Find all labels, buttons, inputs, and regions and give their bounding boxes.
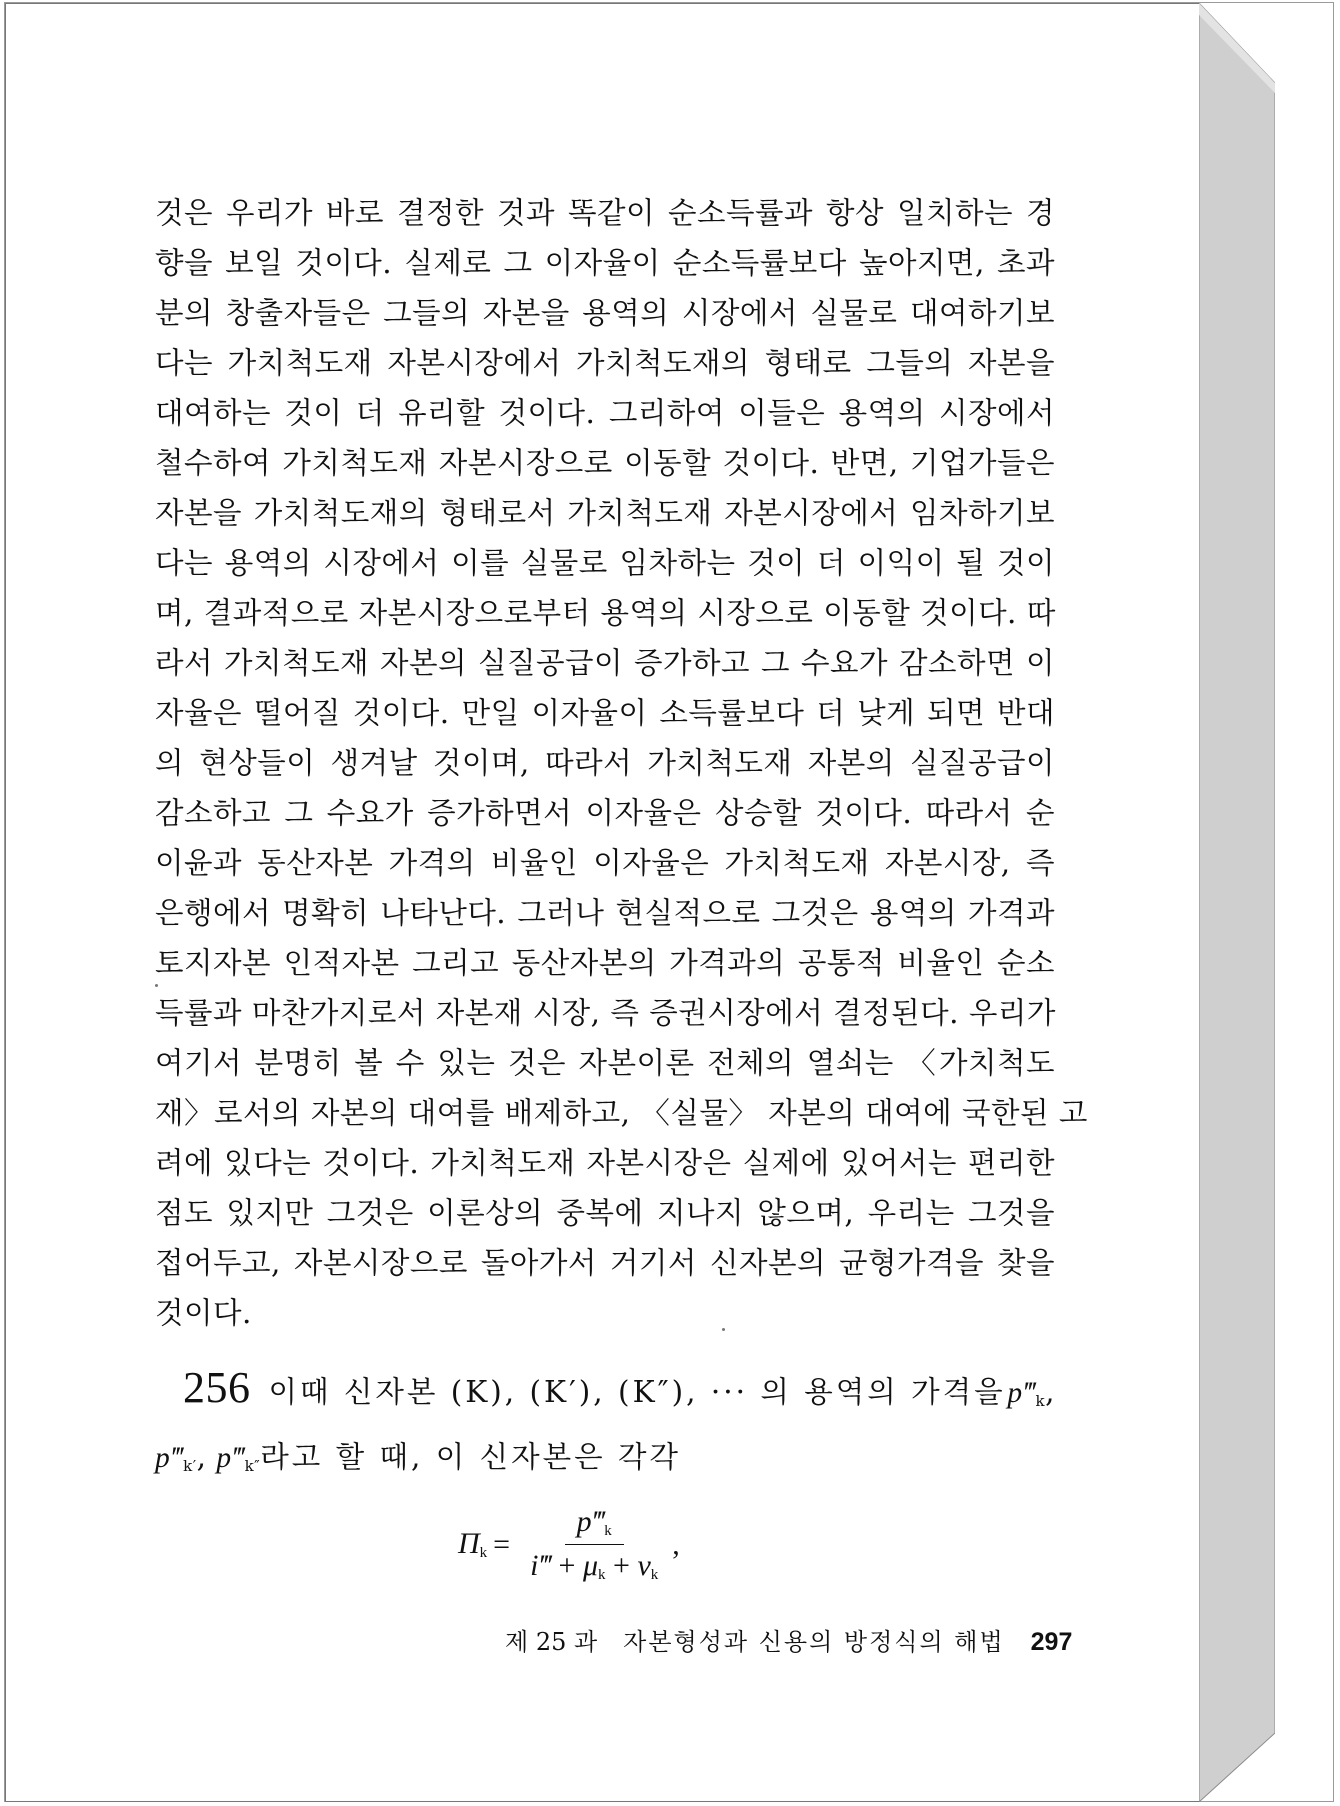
footer-chapter: 제 25 과 xyxy=(505,1628,598,1656)
body-line: 분의 창출자들은 그들의 자본을 용역의 시장에서 실물로 대여하기보 xyxy=(155,296,1055,330)
body-line: 은행에서 명확히 나타난다. 그러나 현실적으로 그것은 용역의 가격과 xyxy=(155,896,1055,930)
body-line: 자율은 떨어질 것이다. 만일 이자율이 소득률보다 더 낮게 되면 반대 xyxy=(155,696,1055,730)
page-stack-edge xyxy=(1199,3,1275,1802)
equation-equals: = xyxy=(493,1527,511,1561)
page-number: 297 xyxy=(1030,1628,1073,1656)
body-line: 재〉로서의 자본의 대여를 배제하고, 〈실물〉 자본의 대여에 국한된 고 xyxy=(155,1096,1088,1130)
running-footer xyxy=(505,1622,1072,1657)
body-paragraph xyxy=(155,188,1088,1338)
footnote-line-2: $p‴_{k'}$, $p‴_{k''}$라고 할 때, 이 신자본은 각각 xyxy=(155,1440,681,1475)
equation-fraction xyxy=(522,1505,666,1584)
body-line: 라서 가치척도재 자본의 실질공급이 증가하고 그 수요가 감소하면 이 xyxy=(155,646,1055,680)
footnote-line2-tail: 라고 할 때, 이 신자본은 각각 xyxy=(260,1440,681,1474)
body-line: 다는 가치척도재 자본시장에서 가치척도재의 형태로 그들의 자본을 xyxy=(155,346,1055,380)
body-line: 며, 결과적으로 자본시장으로부터 용역의 시장으로 이동할 것이다. 따 xyxy=(155,596,1056,630)
body-line: 향을 보일 것이다. 실제로 그 이자율이 순소득률보다 높아지면, 초과 xyxy=(155,246,1055,280)
body-line: 토지자본 인적자본 그리고 동산자본의 가격과의 공통적 비율인 순소 xyxy=(155,946,1055,980)
footnote-256 xyxy=(155,1360,1055,1494)
body-line: 점도 있지만 그것은 이론상의 중복에 지나지 않으며, 우리는 그것을 xyxy=(155,1196,1055,1230)
body-line: 접어두고, 자본시장으로 돌아가서 거기서 신자본의 균형가격을 찾을 xyxy=(155,1246,1055,1280)
body-line: 철수하여 가치척도재 자본시장으로 이동할 것이다. 반면, 기업가들은 xyxy=(155,446,1055,480)
body-line: 대여하는 것이 더 유리할 것이다. 그리하여 이들은 용역의 시장에서 xyxy=(155,396,1055,430)
equation xyxy=(458,1505,680,1584)
body-line: 여기서 분명히 볼 수 있는 것은 자본이론 전체의 열쇠는 〈가치척도 xyxy=(155,1046,1055,1080)
body-line: 려에 있다는 것이다. 가치척도재 자본시장은 실제에 있어서는 편리한 xyxy=(155,1146,1055,1180)
body-line: 득률과 마찬가지로서 자본재 시장, 즉 증권시장에서 결정된다. 우리가 xyxy=(155,996,1056,1030)
footnote-price-symbol: $p‴_k$, xyxy=(1007,1375,1055,1410)
equation-trailing-comma: , xyxy=(672,1527,680,1561)
equation-denominator: i‴ + $\mu_k + \nu_k$ xyxy=(530,1549,659,1583)
body-line: 이윤과 동산자본 가격의 비율인 이자율은 가치척도재 자본시장, 즉 xyxy=(155,846,1055,880)
footnote-number: 256 xyxy=(183,1363,251,1412)
print-speck xyxy=(155,984,158,987)
footnote-text-1 xyxy=(269,1364,1056,1429)
footer-title: 자본형성과 신용의 방정식의 해법 xyxy=(623,1628,1005,1656)
body-line: 다는 용역의 시장에서 이를 실물로 임차하는 것이 더 이익이 될 것이 xyxy=(155,546,1055,580)
print-speck xyxy=(722,1328,725,1331)
equation-lhs: $\Pi_k$ xyxy=(458,1527,488,1561)
body-line: 의 현상들이 생겨날 것이며, 따라서 가치척도재 자본의 실질공급이 xyxy=(155,746,1055,780)
body-line: 것이다. xyxy=(155,1296,252,1330)
body-line: 것은 우리가 바로 결정한 것과 똑같이 순소득률과 항상 일치하는 경 xyxy=(155,196,1055,230)
body-line: 감소하고 그 수요가 증가하면서 이자율은 상승할 것이다. 따라서 순 xyxy=(155,796,1055,830)
equation-numerator: $p‴_k$ xyxy=(565,1505,624,1545)
footnote-line-1 xyxy=(155,1360,1055,1429)
footnote-line1-text: 이때 신자본 (K), (K′), (K″), ··· 의 용역의 가격을 xyxy=(268,1375,1006,1409)
body-line: 자본을 가치척도재의 형태로서 가치척도재 자본시장에서 임차하기보 xyxy=(155,496,1055,530)
